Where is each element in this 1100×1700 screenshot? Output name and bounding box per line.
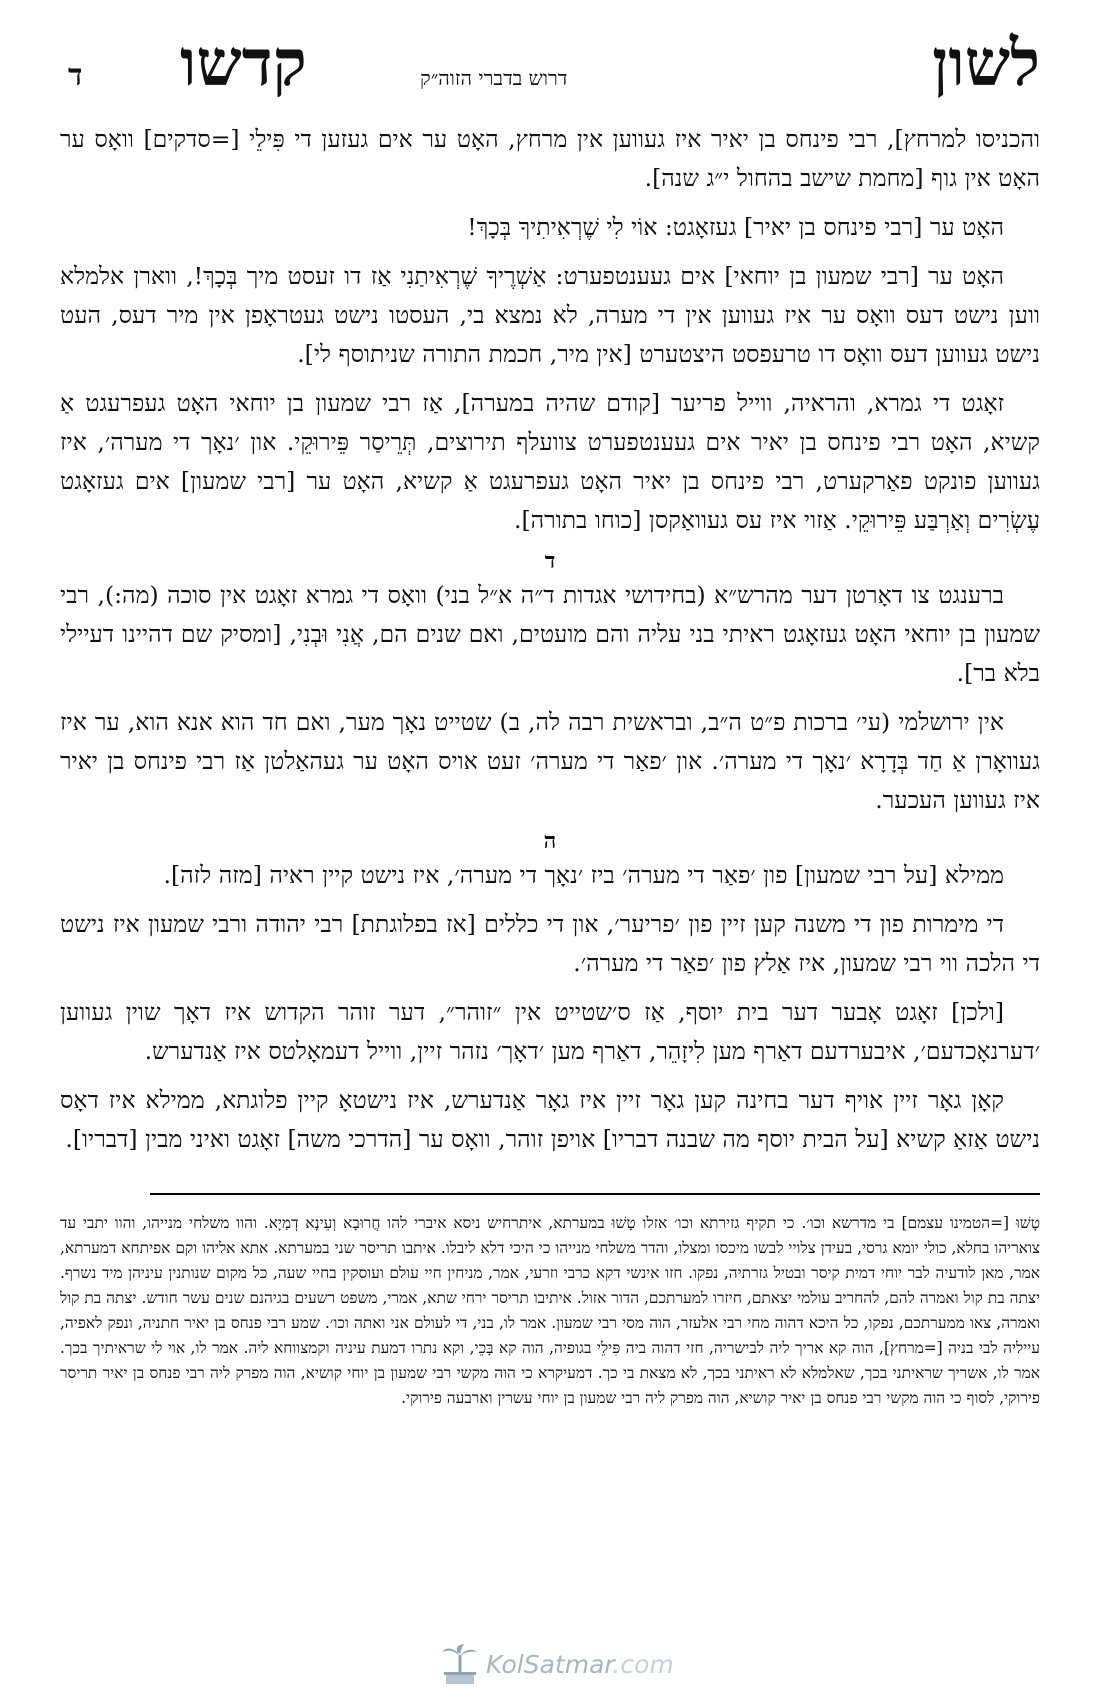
palm-tree-icon: [440, 1640, 480, 1688]
paragraph-4: זאָגט די גמרא, והראיה, ווייל פריער [קודם שהיה במערה], אַז רבי שמעון בן יוחאי האָט געפרעגט אַ קשיא, האָט רבי פינחס בן יאיר אים געענטפערט צוועלף תירוצים, תְּרֵיסַר פֵּירוּקֵי. און ׳נאָך די מערה׳, איז געווען פונקט פאַרקערט, רבי פינחס בן יאיר האָט געפרעגט אַ קשיא, האָט ער [רבי שמעון] אים געזאָגט עֶשְׂרִים וְאַרְבַּע פֵּירוּקֵי. אַזוי איז עס געוואַקסן [כוחו בתורה].: [60, 389, 1040, 534]
paragraph-9: [ולכן] זאָגט אָבער דער בית יוסף, אַז ס׳שטייט אין ״זוהר״, דער זוהר הקדוש איז דאָך שוין געווען ׳דערנאָכדעם׳, איבערדעם דאַרף מען לִיזָהֵר, דאַרף מען ׳דאָך׳ נזהר זיין, ווייל דעמאָלטס איז אַנדערש.: [60, 998, 1040, 1065]
site-logo[interactable]: [440, 1640, 674, 1688]
section-marker: ה: [543, 828, 557, 854]
paragraph-3: האָט ער [רבי שמעון בן יוחאי] אים געענטפערט: אַשְׁרֶיךָ שֶׁרְאִיתַנִי אַז דו זעסט מיך בְּכָךְ!, ווארן אלמלא ווען נישט דעס וואָס ער איז געווען אין די מערה, לא נמצא בי, העסטו נישט געטראָפן אין מיר דעס, העט נישט געווען דעס וואָס דו טרעפסט היצטערט [אין מיר, חכמת התורה שניתוסף לי].: [60, 262, 1040, 368]
page-header: [60, 18, 1040, 108]
paragraph-6: אין ירושלמי (עי׳ ברכות פ״ט ה״ב, ובראשית רבה לה, ב) שטייט נאָך מער, ואם חד הוא אנא הוא, ער איז געוואָרן אַ חַד בְּדָרָא ׳נאָך די מערה׳. און ׳פאַר די מערה׳ זעט אויס האָט ער געהאַלטן אַז רבי פינחס בן יאיר איז געווען העכער.: [60, 708, 1040, 814]
running-title-left: קדשו: [180, 26, 307, 101]
paragraph-7: ממילא [על רבי שמעון] פון ׳פאַר די מערה׳ ביז ׳נאָך די מערה׳, איז נישט קיין ראיה [מזה לזה].: [163, 861, 1004, 889]
running-title-right: לשון: [932, 26, 1040, 101]
page: [60, 18, 1040, 1411]
main-text: [60, 120, 1040, 1159]
paragraph-1: והכניסו למרחץ], רבי פינחס בן יאיר איז געווען אין מרחץ, האָט ער אים געזען די פִּילֵי [=סדקים] וואָס ער האָט אין גוף [מחמת שישב בהחול י״ג שנה].: [60, 125, 1040, 192]
footnote: טָשׁוּ [=הטמינו עצמם] בי מדרשא וכו׳. כי תקיף גזירתא וכו׳ אזלו טָשׁוּ במערתא, איתרחיש ניסא איברי להו חֲרוּבָא וְעֵינָא דְמַיָא. והוו משלחי מנייהו, והוו יתבי עד צואריהו בחלא, כולי יומא גרסי, בעידן צלויי לבשו מיכסו ומצלו, והדר משלחי מנייהו כי היכי דלא ליבלו. איתבו תריסר שני במערתא. אתא אליהו וקם אפיתחא דמערתא, אמר, מאן לודעיה לבר יוחי דמית קיסר ובטיל גזרתיה, נפקו. חזו אינשי דקא כרבי וזרעי, אמר, מניחין חיי עולם ועוסקין בחיי שעה, כל מקום שנותנין עיניהן מיד נשרף. יצתה בת קול ואמרה להם, להחריב עולמי יצאתם, חיזרו למערתכם, הדור אזול. איתיבו תריסר ירחי שתא, אמרי, משפט רשעים בגיהנם שנים עשר חודש. יצתה בת קול ואמרה, צאו ממערתכם, נפקו, כל היכא דהוה מחי רבי אלעזר, הוה מסי רבי שמעון. אמר לו, בני, די לעולם אני ואתה וכו׳. שמע רבי פנחס בן יאיר חתניה, ונפק לאפיה, עייליה לבי בניה [=מרחץ], הוה קא אריך ליה לבישריה, חזי דהוה ביה פִּילֵי בגופיה, הוה קא בָּכֵי, וקא נתרו דמעת עיניה וקמצווחא ליה. אמר לו, אוי לי שראיתיך בכך. אמר לו, אשריך שראיתני בכך, שאלמלא לא ראיתני בכך, לא מצאת בי כך. דמעיקרא כי הוה מקשי רבי שמעון בן יוחי קושיא, הוה מפרק ליה רבי פנחס בן יאיר תריסר פירוקי, לסוף כי הוה מקשי רבי פנחס בן יאיר קושיא, הוה מפרק ליה רבי שמעון בן יוחי עשרין וארבעה פירוקי.: [60, 1214, 1040, 1407]
site-logo-text: KolSatmar.com: [486, 1649, 674, 1679]
paragraph-2: האָט ער [רבי פינחס בן יאיר] געזאָגט: אוֹי לִי שֶׁרְאִיתִיךָ בְּכָךְ!: [467, 213, 1004, 241]
footnote-divider: [150, 1193, 1040, 1195]
running-subtitle: דרוש בדברי הזוה״ק: [420, 66, 568, 90]
paragraph-10: קאָן גאָר זיין אויף דער בחינה קען גאָר זיין איז גאָר אַנדערש, איז נישטאָ קיין פלוגתא, ממילא איז דאָס נישט אַזאַ קשיא [על הבית יוסף מה שבנה דבריו] אויפן זוהר, וואָס ער [הדרכי משה] זאָגט ואיני מבין [דבריו].: [60, 1086, 1040, 1153]
paragraph-8: די מימרות פון די משנה קען זיין פון ׳פריער׳, און די כללים [אז בפלוגתת] רבי יהודה ורבי שמעון איז נישט די הלכה ווי רבי שמעון, איז אַלץ פון ׳פאַר די מערה׳.: [60, 910, 1040, 977]
page-number: ד: [68, 58, 83, 93]
paragraph-5: ברענגט צו דאָרטן דער מהרש״א (בחידושי אגדות ד״ה א״ל בני) וואָס די גמרא זאָגט אין סוכה (מה:), רבי שמעון בן יוחאי האָט געזאָגט ראיתי בני עליה והם מועטים, ואם שנים הם, אֲנִי וּבְנִי, [ומסיק שם דהיינו דעיילי בלא בר].: [60, 581, 1040, 687]
section-marker: ד: [544, 548, 556, 574]
